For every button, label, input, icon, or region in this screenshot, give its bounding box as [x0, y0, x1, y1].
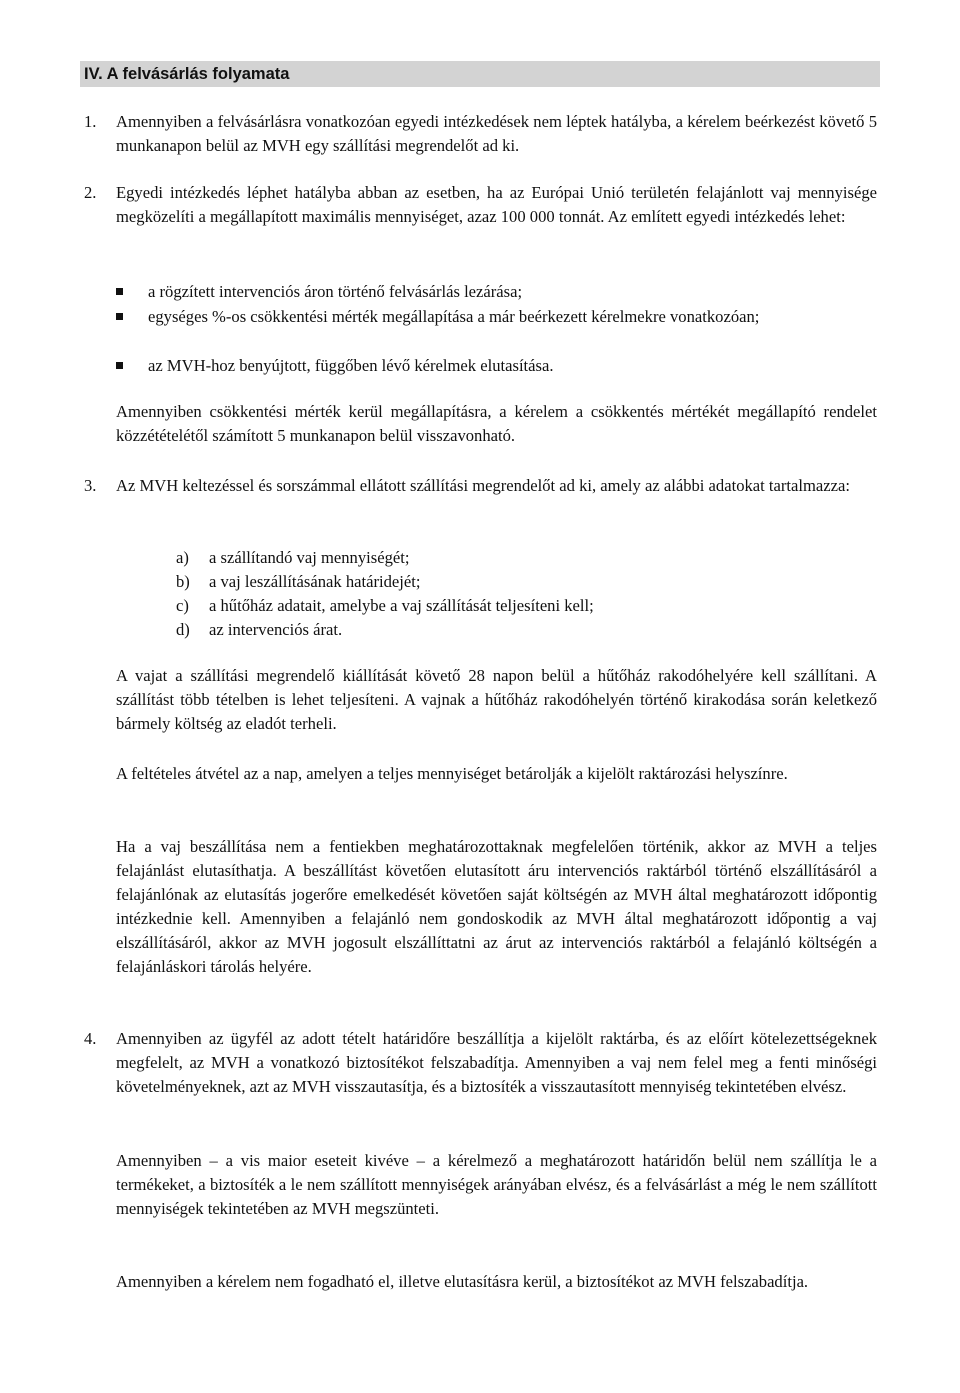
paragraph-4: Amennyiben az ügyfél az adott tételt határidőre beszállítja a kijelölt raktárba, és az előírt kötelezettségeknek megfelelt, az MVH a vonatkozó biztosítékot felszabadítja. Amennyiben a vaj nem felel meg a fenti minőségi követelményeknek, azt az MVH visszautasítja, és a biztosíték a visszautasított mennyiség tekintetében elvész.: [116, 1029, 877, 1096]
paragraph-1: Amennyiben a felvásárlásra vonatkozóan egyedi intézkedések nem léptek hatályba, a kérelem beérkezést követő 5 munkanapon belül az MVH egy szállítási megrendelőt ad ki.: [116, 112, 877, 155]
paragraph-2b: Amennyiben csökkentési mérték kerül megállapításra, a kérelem a csökkentés mértékét megállapító rendelet közzétételétől számított 5 munkanapon belül visszavonható.: [116, 402, 877, 445]
list-item-d: [176, 618, 342, 642]
list-letter: d): [176, 620, 190, 639]
square-bullet-icon: [116, 362, 123, 369]
bullet-text: a rögzített intervenciós áron történő felvásárlás lezárása;: [148, 282, 523, 301]
list-item-c: [176, 594, 594, 618]
paragraph-3c: A feltételes átvétel az a nap, amelyen a teljes mennyiséget betárolják a kijelölt raktározási helyszínre.: [116, 764, 788, 783]
list-text: a vaj leszállításának határidejét;: [209, 572, 421, 591]
square-bullet-icon: [116, 313, 123, 320]
bullet-text: egységes %-os csökkentési mérték megállapítása a már beérkezett kérelmekre vonatkozóan;: [148, 307, 760, 326]
item-number-1: 1.: [84, 112, 97, 131]
list-letter: b): [176, 572, 190, 591]
square-bullet-icon: [116, 288, 123, 295]
list-text: az intervenciós árat.: [209, 620, 343, 639]
item-number-3: 3.: [84, 476, 97, 495]
list-letter: a): [176, 548, 189, 567]
paragraph-2: Egyedi intézkedés léphet hatályba abban az esetben, ha az Európai Unió területén felajánlott vaj mennyisége megközelíti a megállapított maximális mennyiséget, azaz 100 000 tonnát. Az említett egyedi intézkedés lehet:: [116, 183, 877, 226]
list-item-a: [176, 546, 409, 570]
list-letter: c): [176, 596, 189, 615]
list-text: a hűtőház adatait, amelybe a vaj szállítását teljesíteni kell;: [209, 596, 594, 615]
paragraph-3b: A vajat a szállítási megrendelő kiállítását követő 28 napon belül a hűtőház rakodóhelyére kell szállítani. A szállítást több tételben is lehet teljesíteni. A vajnak a hűtőház rakodóhelyén történő kirakodása során keletkező bármely költség az eladót terheli.: [116, 666, 877, 733]
list-text: a szállítandó vaj mennyiségét;: [209, 548, 410, 567]
section-heading: IV. A felvásárlás folyamata: [80, 61, 880, 87]
item-number-2: 2.: [84, 183, 97, 202]
item-number-4: 4.: [84, 1029, 97, 1048]
bullet-text: az MVH-hoz benyújtott, függőben lévő kérelmek elutasítása.: [148, 356, 554, 375]
paragraph-3d: Ha a vaj beszállítása nem a fentiekben meghatározottaknak megfelelően történik, akkor az MVH a teljes felajánlást elutasíthatja. A beszállítást követően elutasított áru intervenciós raktárból történő elszállításáról a felajánlónak az elutasítás jogerőre emelkedését követően saját költségén az MVH által meghatározott időpontig intézkednie kell. Amennyiben a felajánló nem gondoskodik az MVH által meghatározott időpontig a vaj elszállításáról, akkor az MVH jogosult elszállíttatni az árut az intervenciós raktárból a felajánló költségén a felajánláskori tárolás helyére.: [116, 837, 877, 976]
list-item-b: [176, 570, 420, 594]
paragraph-4c: Amennyiben a kérelem nem fogadható el, illetve elutasításra kerül, a biztosítékot az MVH felszabadítja.: [116, 1272, 809, 1291]
paragraph-4b: Amennyiben – a vis maior eseteit kivéve – a kérelmező a meghatározott határidőn belül nem szállítja le a termékeket, a biztosíték a le nem szállított mennyiségek arányában elvész, és a felvásárlást a még le nem szállított mennyiségek tekintetében az MVH megszünteti.: [116, 1151, 877, 1218]
paragraph-3: Az MVH keltezéssel és sorszámmal ellátott szállítási megrendelőt ad ki, amely az alábbi adatokat tartalmazza:: [116, 476, 850, 495]
